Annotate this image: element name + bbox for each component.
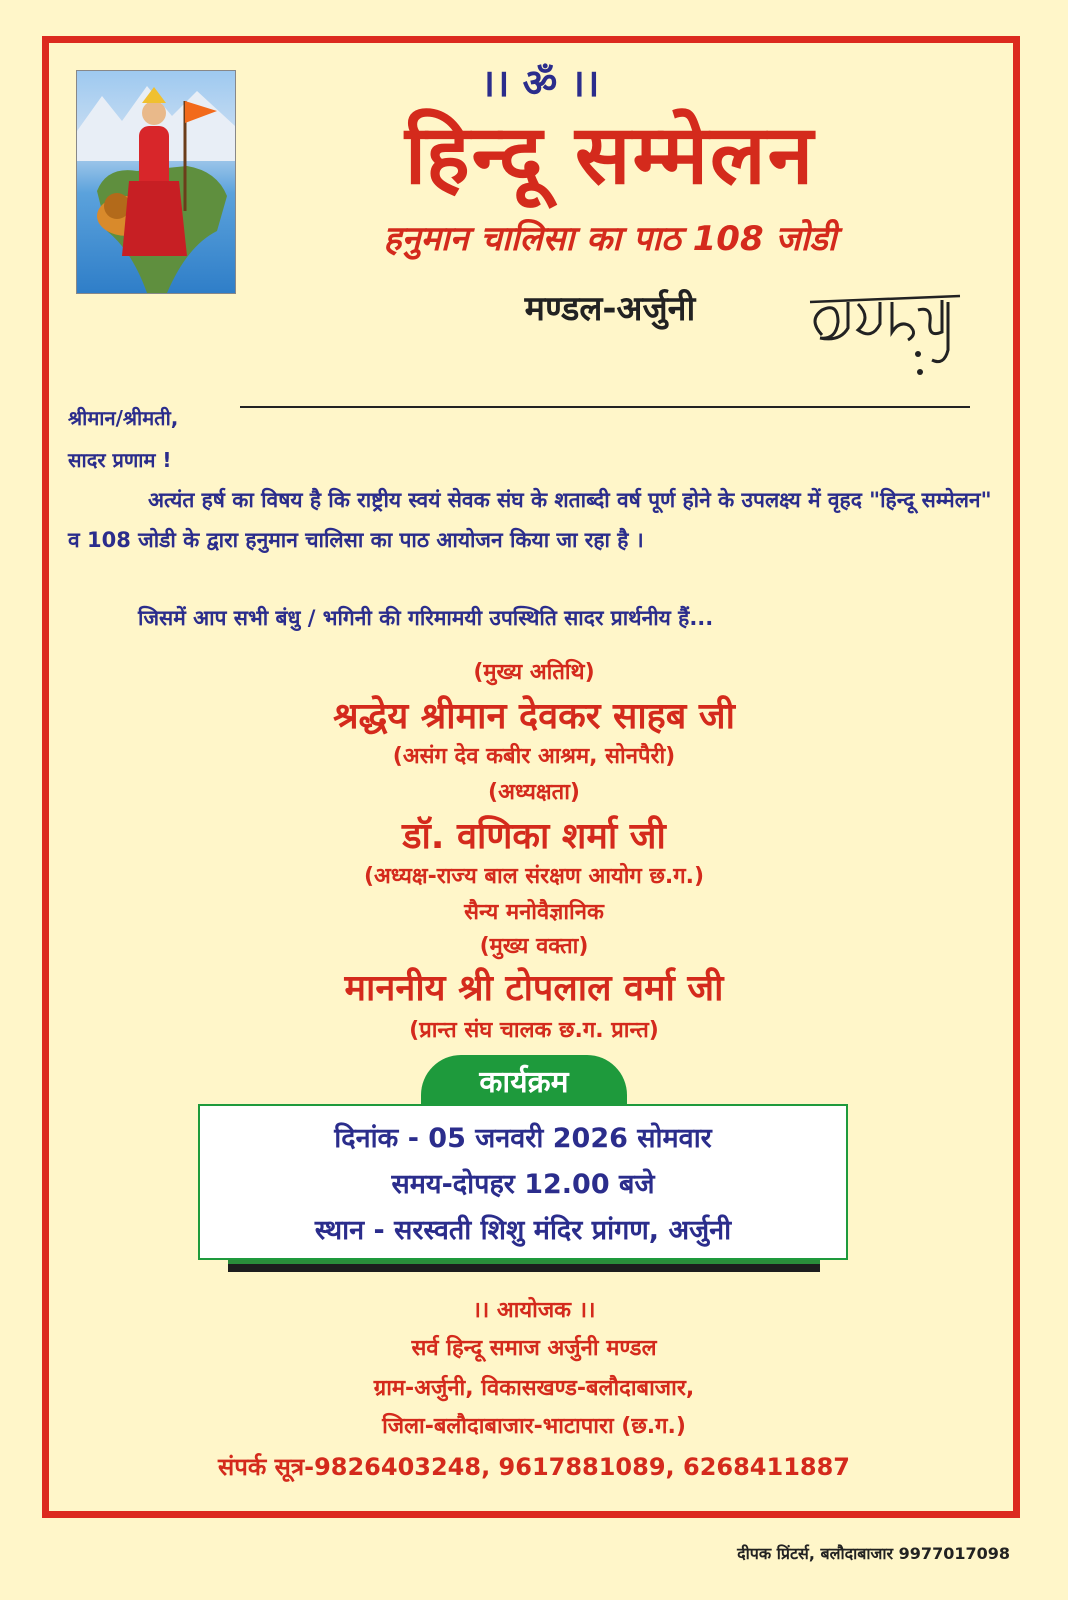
salutation: श्रीमान/श्रीमती, [68, 406, 179, 430]
guest-name-chief: श्रद्धेय श्रीमान देवकर साहब जी [333, 696, 735, 737]
guest-role-president: (अध्यक्षता) [488, 780, 580, 805]
mandal-name: मण्डल-अर्जुनी [524, 289, 696, 329]
program-label: कार्यक्रम [421, 1055, 627, 1111]
greeting: सादर प्रणाम ! [68, 448, 172, 472]
bharat-mata-image [76, 70, 236, 294]
om-symbol: ।। ॐ ।। [480, 61, 600, 105]
program-box-underline [228, 1264, 820, 1272]
page-subtitle: हनुमान चालिसा का पाठ 108 जोडी [383, 219, 837, 259]
contact-numbers: संपर्क सूत्र-9826403248, 9617881089, 6268411887 [218, 1453, 850, 1481]
invitation-paragraph [68, 480, 998, 560]
guest-name-president: डॉ. वणिका शर्मा जी [402, 816, 666, 857]
guest-detail-president-2: सैन्य मनोवैज्ञानिक [464, 900, 604, 925]
guest-detail-president-1: (अध्यक्ष-राज्य बाल संरक्षण आयोग छ.ग.) [363, 864, 705, 889]
organizer-address-1: ग्राम-अर्जुनी, विकासखण्ड-बलौदाबाजार, [373, 1376, 695, 1401]
program-time: समय-दोपहर 12.00 बजे [391, 1169, 655, 1200]
program-venue: स्थान - सरस्वती शिशु मंदिर प्रांगण, अर्जुनी [314, 1215, 732, 1246]
organizer-label: ।। आयोजक ।। [472, 1298, 596, 1323]
invitation-calligraphy-art [800, 280, 970, 380]
program-date: दिनांक - 05 जनवरी 2026 सोमवार [334, 1123, 712, 1154]
organizer-address-2: जिला-बलौदाबाजार-भाटापारा (छ.ग.) [382, 1414, 686, 1439]
guest-detail-speaker: (प्रान्त संघ चालक छ.ग. प्रान्त) [409, 1018, 659, 1043]
invitation-calligraphy [800, 280, 970, 380]
printer-credit: दीपक प्रिंटर्स, बलौदाबाजार 9977017098 [737, 1544, 1010, 1563]
guest-name-speaker: माननीय श्री टोपलाल वर्मा जी [344, 968, 724, 1009]
page-title: हिन्दू सम्मेलन [404, 108, 816, 203]
bharat-mata-illustration [77, 71, 235, 293]
invitation-paragraph-text: अत्यंत हर्ष का विषय है कि राष्ट्रीय स्वयं सेवक संघ के शताब्दी वर्ष पूर्ण होने के उपलक्ष्य में वृहद "हिन्दू सम्मेलन" व 108 जोडी के द्वारा हनुमान चालिसा का पाठ आयोजन किया जा रहा है । [68, 488, 992, 552]
guest-role-chief: (मुख्य अतिथि) [473, 660, 595, 685]
guest-detail-chief: (असंग देव कबीर आश्रम, सोनपैरी) [392, 744, 676, 769]
attendance-request: जिसमें आप सभी बंधु / भगिनी की गरिमामयी उपस्थिति सादर प्रार्थनीय हैं... [138, 606, 714, 630]
organizer-name: सर्व हिन्दू समाज अर्जुनी मण्डल [411, 1336, 657, 1361]
program-details [198, 1104, 848, 1260]
guest-role-speaker: (मुख्य वक्ता) [479, 934, 589, 959]
recipient-name-blank [240, 405, 970, 408]
